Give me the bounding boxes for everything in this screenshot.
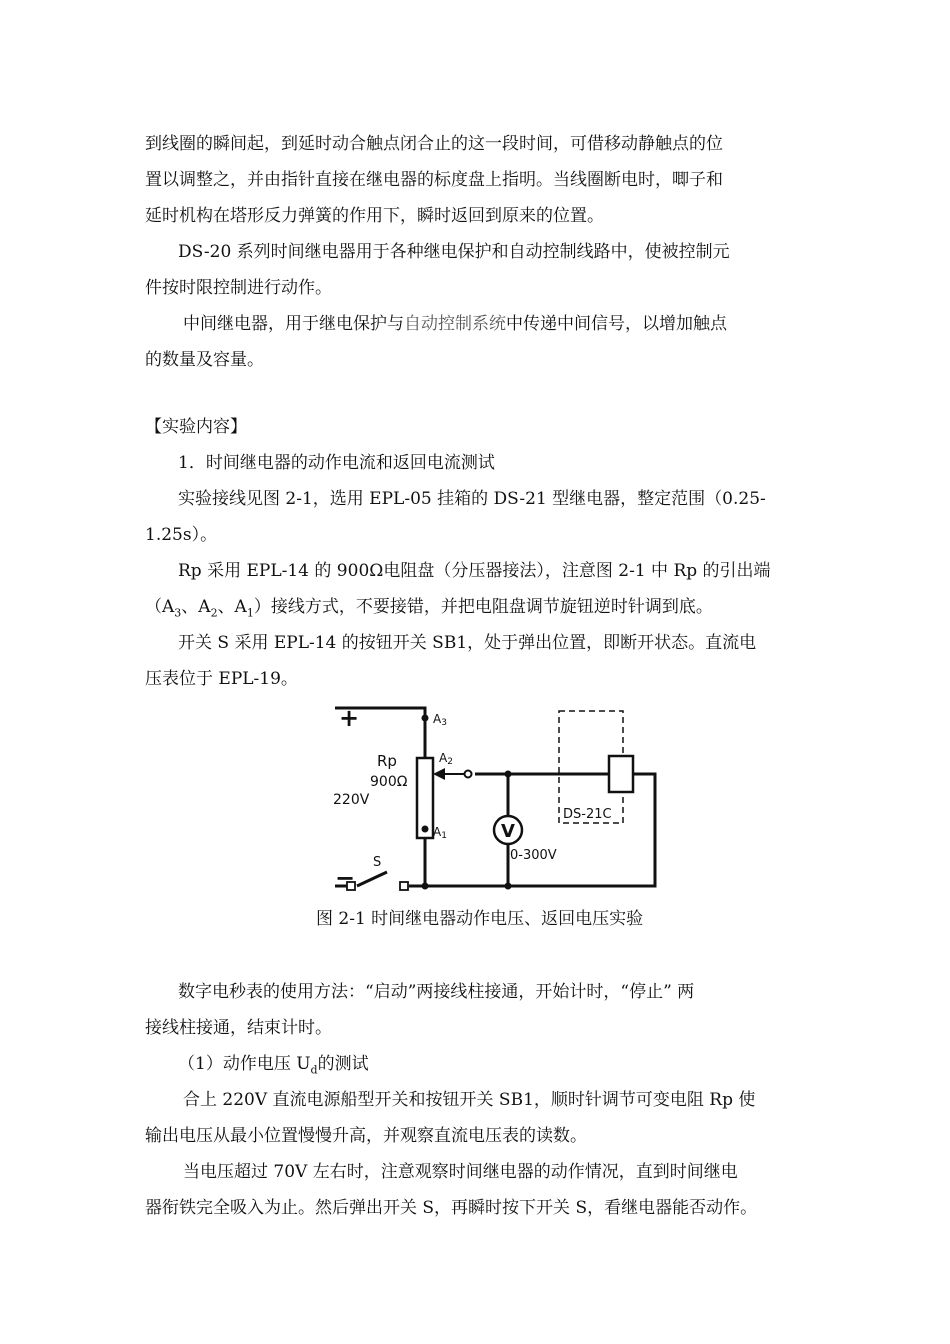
paragraph-line: 器衔铁完全吸入为止。然后弹出开关 S，再瞬时按下开关 S，看继电器能否动作。 bbox=[145, 1198, 758, 1218]
minus-sign: − bbox=[335, 864, 356, 892]
rp-value-label: 900Ω bbox=[370, 774, 408, 790]
a3-letter: A bbox=[433, 712, 442, 726]
supply-label: 220V bbox=[333, 792, 370, 808]
a2-letter: A bbox=[439, 751, 448, 765]
relay-coil bbox=[609, 756, 633, 792]
paragraph-line: 件按时限控制进行动作。 bbox=[145, 278, 332, 298]
paragraph-line: 数字电秒表的使用方法：“启动”两接线柱接通，开始计时，“停止” 两 bbox=[178, 982, 695, 1002]
text-run: 中间继电器，用于继电保护与 bbox=[183, 314, 404, 334]
subscript: 3 bbox=[174, 606, 182, 620]
terminal-a2 bbox=[465, 771, 472, 778]
paragraph-line: 的数量及容量。 bbox=[145, 350, 264, 370]
paragraph-line: 合上 220V 直流电源船型开关和按钮开关 SB1，顺时针调节可变电阻 Rp 使 bbox=[183, 1090, 756, 1110]
relay-label: DS-21C bbox=[563, 807, 612, 822]
a1-subscript: 1 bbox=[441, 831, 447, 841]
paragraph-line: 当电压超过 70V 左右时，注意观察时间继电器的动作情况，直到时间继电 bbox=[183, 1162, 738, 1182]
node-junction-bottom bbox=[505, 883, 512, 890]
text-run: 的测试 bbox=[317, 1054, 369, 1074]
node-junction-left bbox=[422, 883, 429, 890]
item-title: 1．时间继电器的动作电流和返回电流测试 bbox=[178, 453, 495, 473]
paragraph-line: Rp 采用 EPL-14 的 900Ω电阻盘（分压器接法），注意图 2-1 中 Rp 的引出端 bbox=[178, 561, 771, 581]
paragraph-line: 压表位于 EPL-19。 bbox=[145, 669, 298, 689]
paragraph-line: 置以调整之，并由指针直接在继电器的标度盘上指明。当线圈断电时，唧子和 bbox=[145, 170, 723, 190]
switch-label: S bbox=[373, 855, 382, 870]
a3-subscript: 3 bbox=[441, 718, 447, 728]
a2-subscript: 2 bbox=[447, 757, 453, 767]
a3-label bbox=[433, 712, 447, 728]
section-heading: 【实验内容】 bbox=[145, 417, 247, 437]
subscript: d bbox=[310, 1063, 318, 1077]
wiper-arrow bbox=[433, 768, 445, 780]
circuit-diagram bbox=[325, 698, 665, 898]
paragraph-line: DS-20 系列时间继电器用于各种继电保护和自动控制线路中，使被控制元 bbox=[178, 242, 730, 262]
text-run: 中传递中间信号，以增加触点 bbox=[506, 314, 727, 334]
subsection-title bbox=[178, 1052, 369, 1082]
subscript: 2 bbox=[210, 606, 218, 620]
paragraph-line: 开关 S 采用 EPL-14 的按钮开关 SB1，处于弹出位置，即断开状态。直流电 bbox=[178, 633, 757, 653]
switch-terminal-right bbox=[400, 882, 408, 890]
plus-sign: + bbox=[339, 704, 360, 732]
auto-control-link[interactable]: 自动控制系统 bbox=[404, 314, 506, 334]
text-run: 、A bbox=[217, 597, 247, 617]
a1-letter: A bbox=[433, 825, 442, 839]
paragraph-line: 接线柱接通，结束计时。 bbox=[145, 1018, 332, 1038]
a1-label bbox=[433, 825, 447, 841]
a2-label bbox=[439, 751, 453, 767]
figure-caption: 图 2-1 时间继电器动作电压、返回电压实验 bbox=[316, 909, 644, 929]
node-a3 bbox=[422, 715, 429, 722]
paragraph-line: 实验接线见图 2-1，选用 EPL-05 挂箱的 DS-21 型继电器，整定范围（0.25- bbox=[178, 489, 766, 509]
subscript: 1 bbox=[246, 606, 254, 620]
paragraph-line bbox=[145, 595, 713, 625]
text-run: （A bbox=[145, 597, 175, 617]
paragraph-line: 到线圈的瞬间起，到延时动合触点闭合止的这一段时间，可借移动静触点的位 bbox=[145, 134, 723, 154]
paragraph-line: 延时机构在塔形反力弹簧的作用下，瞬时返回到原来的位置。 bbox=[145, 206, 604, 226]
node-junction-top bbox=[505, 771, 512, 778]
switch-blade bbox=[357, 872, 387, 886]
paragraph-line: 1.25s）。 bbox=[145, 525, 218, 545]
paragraph-line: 输出电压从最小位置慢慢升高，并观察直流电压表的读数。 bbox=[145, 1126, 587, 1146]
text-run: 、A bbox=[181, 597, 211, 617]
voltmeter-range-label: 0-300V bbox=[510, 848, 557, 863]
voltmeter-label: V bbox=[501, 821, 515, 842]
paragraph-line bbox=[183, 312, 727, 336]
rp-name-label: Rp bbox=[377, 752, 397, 770]
text-run: ）接线方式，不要接错，并把电阻盘调节旋钮逆时针调到底。 bbox=[253, 597, 713, 617]
node-a1 bbox=[422, 826, 429, 833]
text-run: （1）动作电压 U bbox=[178, 1054, 311, 1074]
